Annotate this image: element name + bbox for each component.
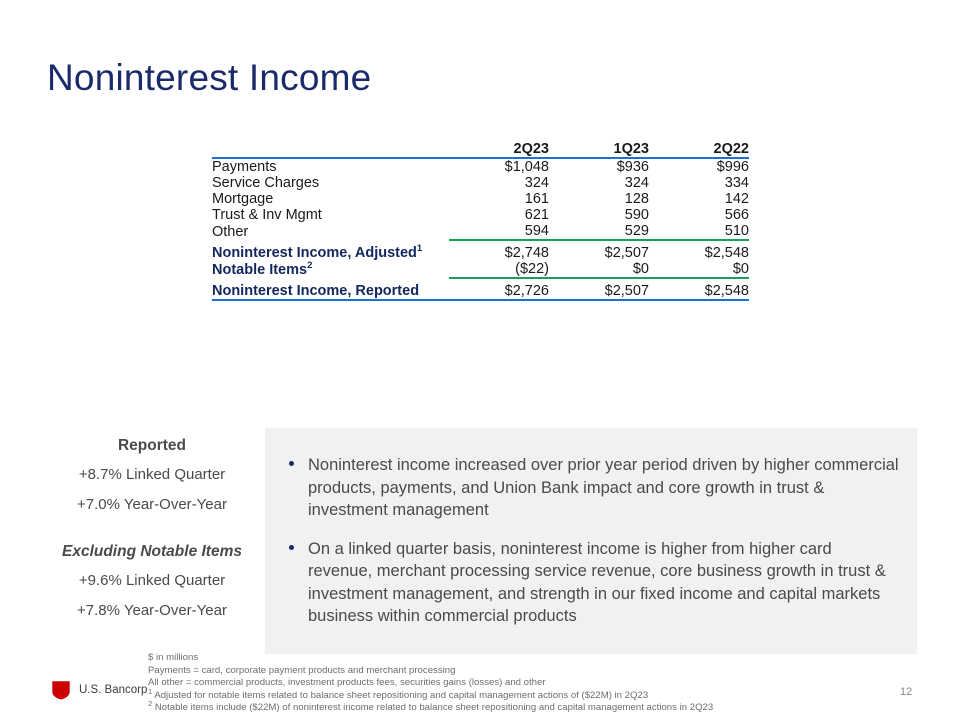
- row-label-notable-items-text: Notable Items: [212, 262, 308, 278]
- footnote-all-other-definition: All other = commercial products, investment products fees, securities gains (losses) and other: [148, 677, 546, 689]
- table-row: [212, 223, 749, 240]
- stats-heading-excluding-notable-items: Excluding Notable Items: [61, 543, 242, 560]
- row-value-2q23: 594: [524, 223, 549, 239]
- column-header-2q22: 2Q22: [713, 141, 749, 157]
- table-row-reported: [212, 283, 749, 300]
- row-value-2q22: $996: [649, 158, 749, 175]
- footnote-1-text: Adjusted for notable items related to balance sheet repositioning and capital management actions of ($22M) in 2Q23: [154, 689, 649, 701]
- table-row-adjusted: [212, 245, 749, 261]
- footnotes: [148, 652, 713, 715]
- page-number: 12: [900, 686, 913, 698]
- row-value-1q23: $0: [632, 261, 649, 277]
- row-value-2q23: 161: [524, 191, 549, 207]
- footnote-1: [148, 686, 713, 703]
- row-value-2q22: 566: [724, 207, 749, 223]
- row-value-1q23: 529: [624, 223, 649, 239]
- stats-group-gap: [52, 526, 252, 543]
- footnote-2: [148, 699, 714, 715]
- row-label-adjusted: [212, 245, 449, 261]
- table-row: [212, 158, 749, 175]
- noninterest-income-table: [212, 141, 749, 301]
- footnote-marker-2: 2: [307, 260, 313, 272]
- performance-stats: [52, 437, 252, 632]
- stats-heading-reported: Reported: [117, 437, 187, 454]
- stat-excluding-linked-quarter: +9.6% Linked Quarter: [78, 572, 226, 589]
- row-label: Mortgage: [212, 191, 274, 207]
- column-header-2q23: 2Q23: [513, 141, 549, 157]
- footnote-2-marker: 2: [148, 699, 153, 709]
- bullet-dot-icon: [289, 545, 294, 550]
- row-value-2q22: $0: [732, 261, 749, 277]
- logo-wordmark: U.S. Bancorp: [79, 684, 148, 696]
- list-item-text: On a linked quarter basis, noninterest income is higher from higher card revenue, merchant processing service revenue, core business growth in trust & investment management, and strength in our fixed income and capital markets business within commercial products: [308, 539, 886, 625]
- table-header-row: [212, 141, 749, 158]
- table-row-notable-items: [212, 261, 749, 278]
- shield-icon: [50, 679, 72, 701]
- column-header-1q23: 1Q23: [613, 141, 649, 157]
- row-value-2q23: ($22): [515, 261, 549, 277]
- row-value-1q23: 324: [624, 175, 649, 191]
- row-label: Service Charges: [212, 175, 320, 191]
- list-item: [283, 454, 899, 522]
- row-value-2q22: 334: [724, 175, 749, 191]
- table-row: [212, 207, 749, 223]
- row-value-1q23: $936: [549, 158, 649, 175]
- footnote-units: $ in millions: [148, 652, 199, 663]
- row-value-2q22: 510: [724, 223, 749, 239]
- stat-reported-year-over-year: +7.0% Year-Over-Year: [77, 496, 227, 513]
- stat-reported-linked-quarter: +8.7% Linked Quarter: [78, 466, 226, 483]
- row-value-1q23: 128: [624, 191, 649, 207]
- list-item: [283, 538, 899, 628]
- row-value-2q23: $1,048: [449, 158, 549, 175]
- row-label: Trust & Inv Mgmt: [212, 207, 322, 223]
- row-label: Other: [212, 224, 249, 240]
- page-title: Noninterest Income: [47, 57, 372, 98]
- row-value-2q22: $2,548: [704, 245, 749, 261]
- row-value-1q23: 590: [624, 207, 649, 223]
- footnote-1-marker: 1: [148, 686, 153, 696]
- row-label-reported: Noninterest Income, Reported: [212, 283, 449, 300]
- row-label-adjusted-text: Noninterest Income, Adjusted: [212, 245, 417, 261]
- bullet-dot-icon: [289, 461, 294, 466]
- table-row: [212, 175, 749, 191]
- table-row: [212, 191, 749, 207]
- row-value-1q23: $2,507: [549, 283, 649, 300]
- row-value-2q23: 621: [524, 207, 549, 223]
- row-value-2q23: $2,726: [449, 283, 549, 300]
- row-value-1q23: $2,507: [604, 245, 649, 261]
- row-label-notable-items: [212, 261, 449, 278]
- commentary-panel: [265, 428, 917, 654]
- column-header-label: [212, 141, 449, 158]
- footnote-marker-1: 1: [416, 243, 423, 255]
- row-value-2q23: 324: [524, 175, 549, 191]
- footnote-2-text: Notable items include ($22M) of noninterest income related to balance sheet repositioning and capital management actions in 2Q23: [154, 702, 714, 714]
- footnote-payments-definition: Payments = card, corporate payment products and merchant processing: [148, 664, 456, 676]
- stat-excluding-year-over-year: +7.8% Year-Over-Year: [77, 602, 227, 619]
- list-item-text: Noninterest income increased over prior year period driven by higher commercial products, payments, and Union Bank impact and core growth in trust & investment management: [308, 456, 899, 519]
- row-value-2q22: 142: [724, 191, 749, 207]
- commentary-bullet-list: [283, 454, 899, 628]
- company-logo: [50, 679, 147, 701]
- row-label: Payments: [212, 158, 449, 175]
- row-value-2q23: $2,748: [504, 245, 549, 261]
- row-value-2q22: $2,548: [649, 283, 749, 300]
